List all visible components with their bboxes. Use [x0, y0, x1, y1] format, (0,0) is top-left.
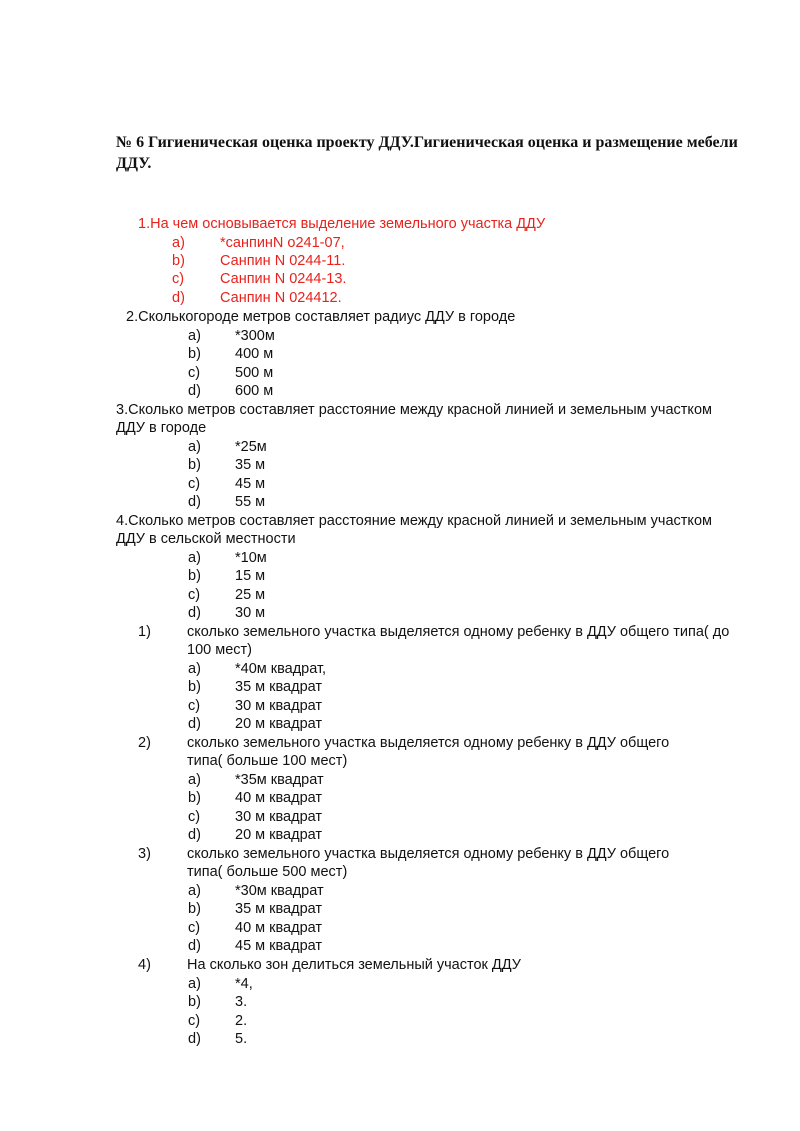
question-3-text-line-2: ДДУ в городе [116, 420, 207, 436]
option-label: a) [172, 235, 185, 251]
question-4-text-line-2: ДДУ в сельской местности [116, 531, 296, 547]
option-label: a) [188, 772, 201, 788]
option-label: a) [188, 439, 201, 455]
option-text: 3. [235, 994, 248, 1010]
option-text: *10м [235, 550, 267, 566]
option-text: Санпин N 0244-13. [220, 271, 347, 287]
option-label: c) [188, 1013, 201, 1029]
question-3-text-line-1: 3.Сколько метров составляет расстояние между красной линией и земельным участком [116, 402, 712, 418]
option-label: c) [188, 920, 201, 936]
option-label: d) [172, 290, 185, 306]
question-4-text-line-1: 4.Сколько метров составляет расстояние между красной линией и земельным участком [116, 513, 712, 529]
option-text: Санпин N 0244-11. [220, 253, 346, 269]
question-text-line-1: сколько земельного участка выделяется одному ребенку в ДДУ общего [187, 735, 670, 751]
option-text: 25 м [235, 587, 266, 603]
option-label: b) [188, 790, 201, 806]
question-number: 3) [138, 846, 151, 862]
option-label: b) [172, 253, 185, 269]
option-text: 15 м [235, 568, 266, 584]
option-text: 45 м квадрат [235, 938, 323, 954]
question-2-text: 2.Сколькогороде метров составляет радиус ДДУ в городе [126, 309, 516, 325]
option-label: c) [188, 698, 201, 714]
option-text: 35 м квадрат [235, 901, 323, 917]
page-title: № 6 Гигиеническая оценка проекту ДДУ.Гигиеническая оценка и размещение мебели ДДУ. [116, 134, 738, 172]
option-text: 30 м квадрат [235, 809, 323, 825]
option-label: b) [188, 679, 201, 695]
option-text: 55 м [235, 494, 266, 510]
option-text: 35 м квадрат [235, 679, 323, 695]
option-label: d) [188, 494, 201, 510]
numbered-question-2-line-2: типа( больше 100 мест) [187, 753, 348, 769]
option-label: b) [188, 568, 201, 584]
numbered-question-3-line-2: типа( больше 500 мест) [187, 864, 348, 880]
option-label: a) [188, 976, 201, 992]
option-label: c) [188, 809, 201, 825]
option-text: 30 м квадрат [235, 698, 323, 714]
option-text: *40м квадрат, [235, 661, 327, 677]
option-label: c) [172, 271, 185, 287]
option-text: 45 м [235, 476, 266, 492]
question-number: 4) [138, 957, 151, 973]
option-label: d) [188, 827, 201, 843]
option-text: 400 м [235, 346, 274, 362]
option-label: a) [188, 661, 201, 677]
option-label: d) [188, 605, 201, 621]
option-text: 600 м [235, 383, 274, 399]
option-label: c) [188, 587, 201, 603]
question-1-text: 1.На чем основывается выделение земельного участка ДДУ [138, 216, 546, 232]
option-text: 20 м квадрат [235, 827, 323, 843]
option-label: d) [188, 938, 201, 954]
option-label: b) [188, 457, 201, 473]
option-label: a) [188, 550, 201, 566]
option-label: a) [188, 883, 201, 899]
option-label: d) [188, 1031, 201, 1047]
option-text: Санпин N 024412. [220, 290, 342, 306]
question-number: 2) [138, 735, 151, 751]
option-label: b) [188, 901, 201, 917]
option-text: *30м квадрат [235, 883, 324, 899]
option-text: *35м квадрат [235, 772, 324, 788]
question-text-line-1: сколько земельного участка выделяется одному ребенку в ДДУ общего [187, 846, 670, 862]
question-number: 1) [138, 624, 151, 640]
option-label: d) [188, 716, 201, 732]
option-text: *4, [235, 976, 253, 992]
option-text: *санпинN o241-07, [220, 235, 345, 251]
option-text: 30 м [235, 605, 266, 621]
option-text: 35 м [235, 457, 266, 473]
option-text: 2. [235, 1013, 248, 1029]
option-text: 500 м [235, 365, 274, 381]
option-text: *25м [235, 439, 267, 455]
option-text: 5. [235, 1031, 248, 1047]
numbered-question-1-line-2: 100 мест) [187, 642, 252, 658]
option-label: b) [188, 346, 201, 362]
question-text-line-1: сколько земельного участка выделяется одному ребенку в ДДУ общего типа( до [187, 624, 730, 640]
question-text-line-1: На сколько зон делиться земельный участок ДДУ [187, 957, 521, 973]
option-text: 40 м квадрат [235, 790, 323, 806]
option-label: b) [188, 994, 201, 1010]
option-label: a) [188, 328, 201, 344]
option-label: d) [188, 383, 201, 399]
option-text: *300м [235, 328, 275, 344]
option-text: 20 м квадрат [235, 716, 323, 732]
option-label: c) [188, 365, 201, 381]
option-label: c) [188, 476, 201, 492]
option-text: 40 м квадрат [235, 920, 323, 936]
